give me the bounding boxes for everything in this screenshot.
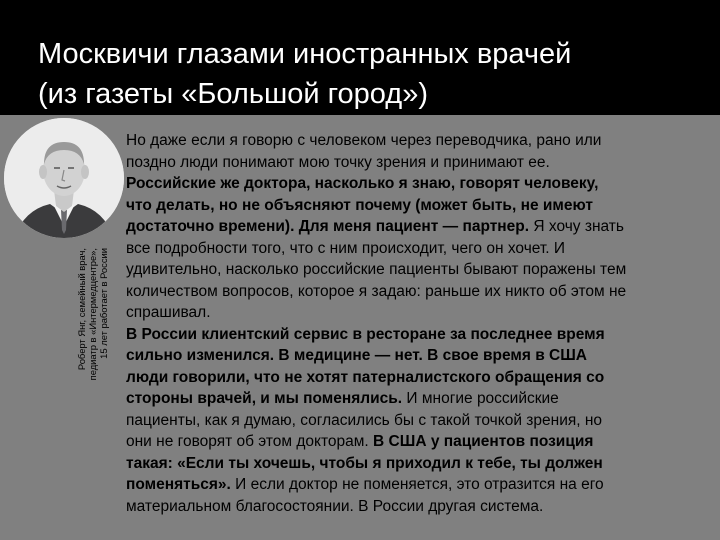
caption-line-3: 15 лет работает в России [98, 248, 109, 359]
text-line: спрашивал. [126, 304, 211, 321]
bold-text: такая: «Если ты хочешь, чтобы я приходил к тебе, ты должен [126, 454, 603, 472]
bold-text: что делать, но не объясняют почему (может быть, не имеют [126, 196, 593, 214]
bold-text: поменяться». [126, 476, 231, 493]
bold-text: люди говорили, что не хотят патерналистского обращения со [126, 368, 605, 386]
normal-text: Я хочу знать [529, 218, 624, 235]
bold-text: сильно изменился. В медицине — нет. В свое время в США [126, 347, 587, 364]
bold-text: стороны врачей, и мы поменялись. [126, 390, 403, 407]
text-line [126, 195, 714, 217]
text-line [126, 474, 714, 496]
text-line: количеством вопросов, которое я задаю: раньше их никто об этом не [126, 282, 627, 300]
text-line [126, 431, 714, 453]
text-line: Но даже если я говорю с человеком через переводчика, рано или [126, 132, 602, 149]
text-line: материальном благосостоянии. В России другая система. [126, 497, 544, 515]
normal-text: И если доктор не поменяется, это отразится на его [230, 476, 604, 493]
title-line-1: Москвичи глазами иностранных врачей [38, 38, 572, 70]
text-line [126, 324, 714, 346]
caption-line-1: Роберт Янг, семейный врач, [76, 248, 87, 371]
paragraph-2 [126, 324, 714, 518]
doctor-portrait [4, 118, 124, 238]
caption-line-2: педиатр в «Интермедцентре», [87, 248, 98, 381]
text-line [126, 173, 714, 195]
text-line: удивительно, насколько российские пациенты бывают поражены тем [126, 261, 627, 278]
text-line [126, 388, 714, 410]
text-line [126, 367, 714, 389]
normal-text: они не говорят об этом докторам. [126, 433, 374, 450]
portrait-illustration [4, 118, 124, 238]
bold-text: В США у пациентов позиция [373, 433, 594, 450]
bold-text: Российские же доктора, насколько я знаю, говорят человеку, [126, 175, 599, 192]
text-line [126, 453, 714, 475]
quote-text [126, 130, 714, 517]
title-bar [0, 0, 720, 115]
bold-text: В России клиентский сервис в ресторане за последнее время [126, 325, 605, 343]
photo-caption [76, 248, 109, 390]
text-line: все подробности того, что с ним происходит, чего он хочет. И [126, 239, 566, 257]
title-line-2: (из газеты «Большой город») [38, 78, 428, 110]
text-line: пациенты, как я думаю, согласились бы с такой точкой зрения, но [126, 411, 603, 429]
text-line [126, 216, 714, 238]
text-line [126, 345, 714, 367]
slide-title [38, 34, 708, 114]
text-line: поздно люди понимают мою точку зрения и принимают ее. [126, 153, 550, 171]
paragraph-1 [126, 130, 714, 324]
normal-text: И многие российские [402, 390, 559, 407]
bold-text: достаточно времени). Для меня пациент — партнер. [126, 218, 530, 235]
